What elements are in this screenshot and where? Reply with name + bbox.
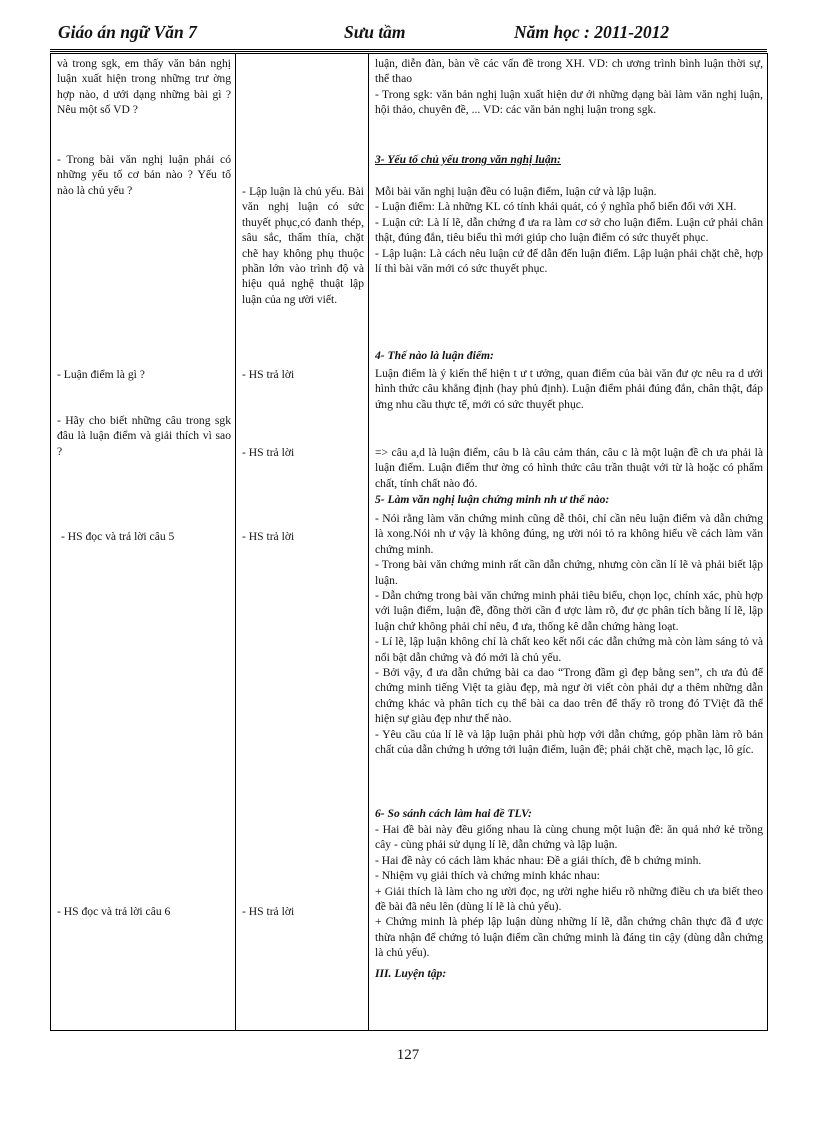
answer-reasoning-main: - Lập luận là chủ yếu. Bài văn nghị luận có sức thuyết phục,có đanh thép, sâu sắc, thấm thía, chặt chẽ hay không phụ thuộc phần lớn vào trình độ và hiệu quả nghệ thuật lập luận của ng ười viết. [242,185,364,306]
section-5-line: - Trong bài văn chứng minh rất cần dẫn chứng, nhưng còn cần lí lẽ và phải biết lập luận. [375,558,763,587]
answer-6: - HS trả lời [242,905,295,918]
section-4-definition: Luận điểm là ý kiến thể hiện t ư t ưởng, quan điểm của bài văn đư ợc nêu ra d ưới hình thức câu khẳng định (hay phủ định). Luận điểm phải đúng đắn, chân thật, đáp ứng nhu cầu thực tế, mới có sức thuyết phục. [375,367,763,411]
section-5-body [375,511,763,758]
section-4-answer: => câu a,d là luận điểm, câu b là câu cảm thán, câu c là một luận đề ch ưa phải là luận điểm. Luận điểm thư ờng có hình thức câu trần thuật với từ là hoặc có phẩm chất, tính chất nào đó. [375,446,763,490]
section-6-line: - Hai đề bài này đều giống nhau là cùng chung một luận đề: ăn quả nhớ kẻ trồng cây - cùng phải sử dụng lí lẽ, dẫn chứng và lập luận. [375,823,763,852]
section-3-heading: 3- Yếu tố chủ yếu trong văn nghị luận: [375,153,561,166]
section-5-line: - Dẫn chứng trong bài văn chứng minh phải tiêu biểu, chọn lọc, chính xác, phù hợp với luận điểm, luận đề, đồng thời cần đ ược làm rõ, đư ợc phân tích bằng lí lẽ, lập luận chứ không phải chỉ nêu, đ ưa, thống kê dẫn chứng hàng loạt. [375,589,763,633]
section-6-line: - Hai đề này có cách làm khác nhau: Đề a giải thích, đề b chứng minh. [375,853,702,867]
header-rule-top [50,49,767,50]
section-6-heading: 6- So sánh cách làm hai đề TLV: [375,807,532,820]
content-paragraph-forums: luận, diễn đàn, bàn về các vấn đề trong XH. VD: ch ương trình bình luận thời sự, thể thao [375,57,763,86]
page-header [56,22,768,48]
question-basic-elements: - Trong bài văn nghị luận phải có những yếu tố cơ bản nào ? Yếu tố nào là chủ yếu ? [57,153,231,197]
section-6-line: + Giải thích là làm cho ng ười đọc, ng ười nghe hiểu rõ những điều ch ưa biết theo đề bài đã nêu lên (dùng lí lẽ là chủ yếu). [375,884,763,914]
section-3-line: Mỗi bài văn nghị luận đều có luận điểm, luận cứ và lập luận. [375,185,657,198]
section-3-body [375,184,763,276]
content-paragraph-sgk: - Trong sgk: văn bản nghị luận xuất hiện dư ới những dạng bài làm văn nghị luận, hội thảo, chuyên đề, ... VD: các văn bản nghị luận trong sgk. [375,88,763,117]
section-4-heading: 4- Thế nào là luận điểm: [375,349,494,362]
answer-3: - HS trả lời [242,368,295,381]
section-6-line: + Chứng minh là phép lập luận dùng những lí lẽ, dẫn chứng chân thực đã đ ược thừa nhận để chứng tỏ luận điểm cần chứng minh là đáng tin cậy (dùng dẫn chứng là chủ yếu). [375,915,763,960]
header-subject: Giáo án ngữ Văn 7 [58,22,197,42]
section-6-body [375,822,763,961]
header-rule-bottom [50,51,767,52]
practice-heading: III. Luyện tập: [375,967,447,980]
section-3-line: - Luận điểm: Là những KL có tính khái quát, có ý nghĩa phổ biến đối với XH. [375,200,737,214]
student-activity-column [236,54,369,1031]
header-school-year: Năm học : 2011-2012 [514,22,670,42]
question-text-types: và trong sgk, em thấy văn bản nghị luận xuất hiện trong những trư ờng hợp nào, d ưới dạng những bài gì ? Nêu một số VD ? [57,57,231,117]
question-6: - HS đọc và trả lời câu 6 [57,905,171,918]
answer-5: - HS trả lời [242,530,295,543]
section-5-line: - Nói rằng làm văn chứng minh cũng dễ thôi, chỉ cần nêu luận điểm và dẫn chứng là xong.Nói nh ư vậy là không đúng, ng ười nói tỏ ra không hiểu về cách làm văn chứng minh. [375,512,763,556]
section-6-line: - Nhiệm vụ giải thích và chứng minh khác nhau: [375,869,600,883]
section-5-line: - Yêu cầu của lí lẽ và lập luận phải phù hợp với dẫn chứng, góp phần làm rõ bản chất của dẫn chứng h ướng tới luận điểm, luận đề; phải chặt chẽ, mạch lạc, lô gíc. [375,727,763,757]
page-number: 127 [396,1047,420,1063]
question-identify-thesis: - Hãy cho biết những câu trong sgk đâu là luận điểm và giải thích vì sao ? [57,414,231,458]
question-5: - HS đọc và trả lời câu 5 [61,530,175,543]
header-source: Sưu tầm [344,22,406,42]
section-5-heading: 5- Làm văn nghị luận chứng minh nh ư thế nào: [375,493,610,506]
lesson-table [50,53,768,1031]
section-3-line: - Lập luận: Là cách nêu luận cứ để dẫn đến luận điểm. Lập luận phải chặt chẽ, hợp lí thì bài văn mới có sức thuyết phục. [375,246,763,276]
teacher-activity-column [51,54,236,1031]
content-column [369,54,768,1031]
section-5-line: - Lí lẽ, lập luận không chỉ là chất keo kết nối các dẫn chứng mà còn làm sáng tỏ và nổi bật dẫn chứng và đó mới là chủ yếu. [375,635,763,664]
answer-4: - HS trả lời [242,446,295,459]
section-3-line: - Luận cứ: Là lí lẽ, dẫn chứng đ ưa ra làm cơ sở cho luận điểm. Luận cứ phải chân thật, đúng đắn, tiêu biểu thì mới giúp cho luận điểm có sức thuyết phục. [375,215,763,245]
section-5-line: - Bởi vậy, đ ưa dẫn chứng bài ca dao “Trong đầm gì đẹp bằng sen”, ch ưa đủ để chứng minh tiếng Việt ta giàu đẹp, mà ngư ời viết còn phải dự a thêm những dẫn chứng khác và phân tích cụ thể bài ca dao trên để thấy rõ trong đó TViệt đã thể hiện sự giàu đẹp như thế nào. [375,666,763,726]
question-what-is-thesis: - Luận điểm là gì ? [57,368,145,381]
